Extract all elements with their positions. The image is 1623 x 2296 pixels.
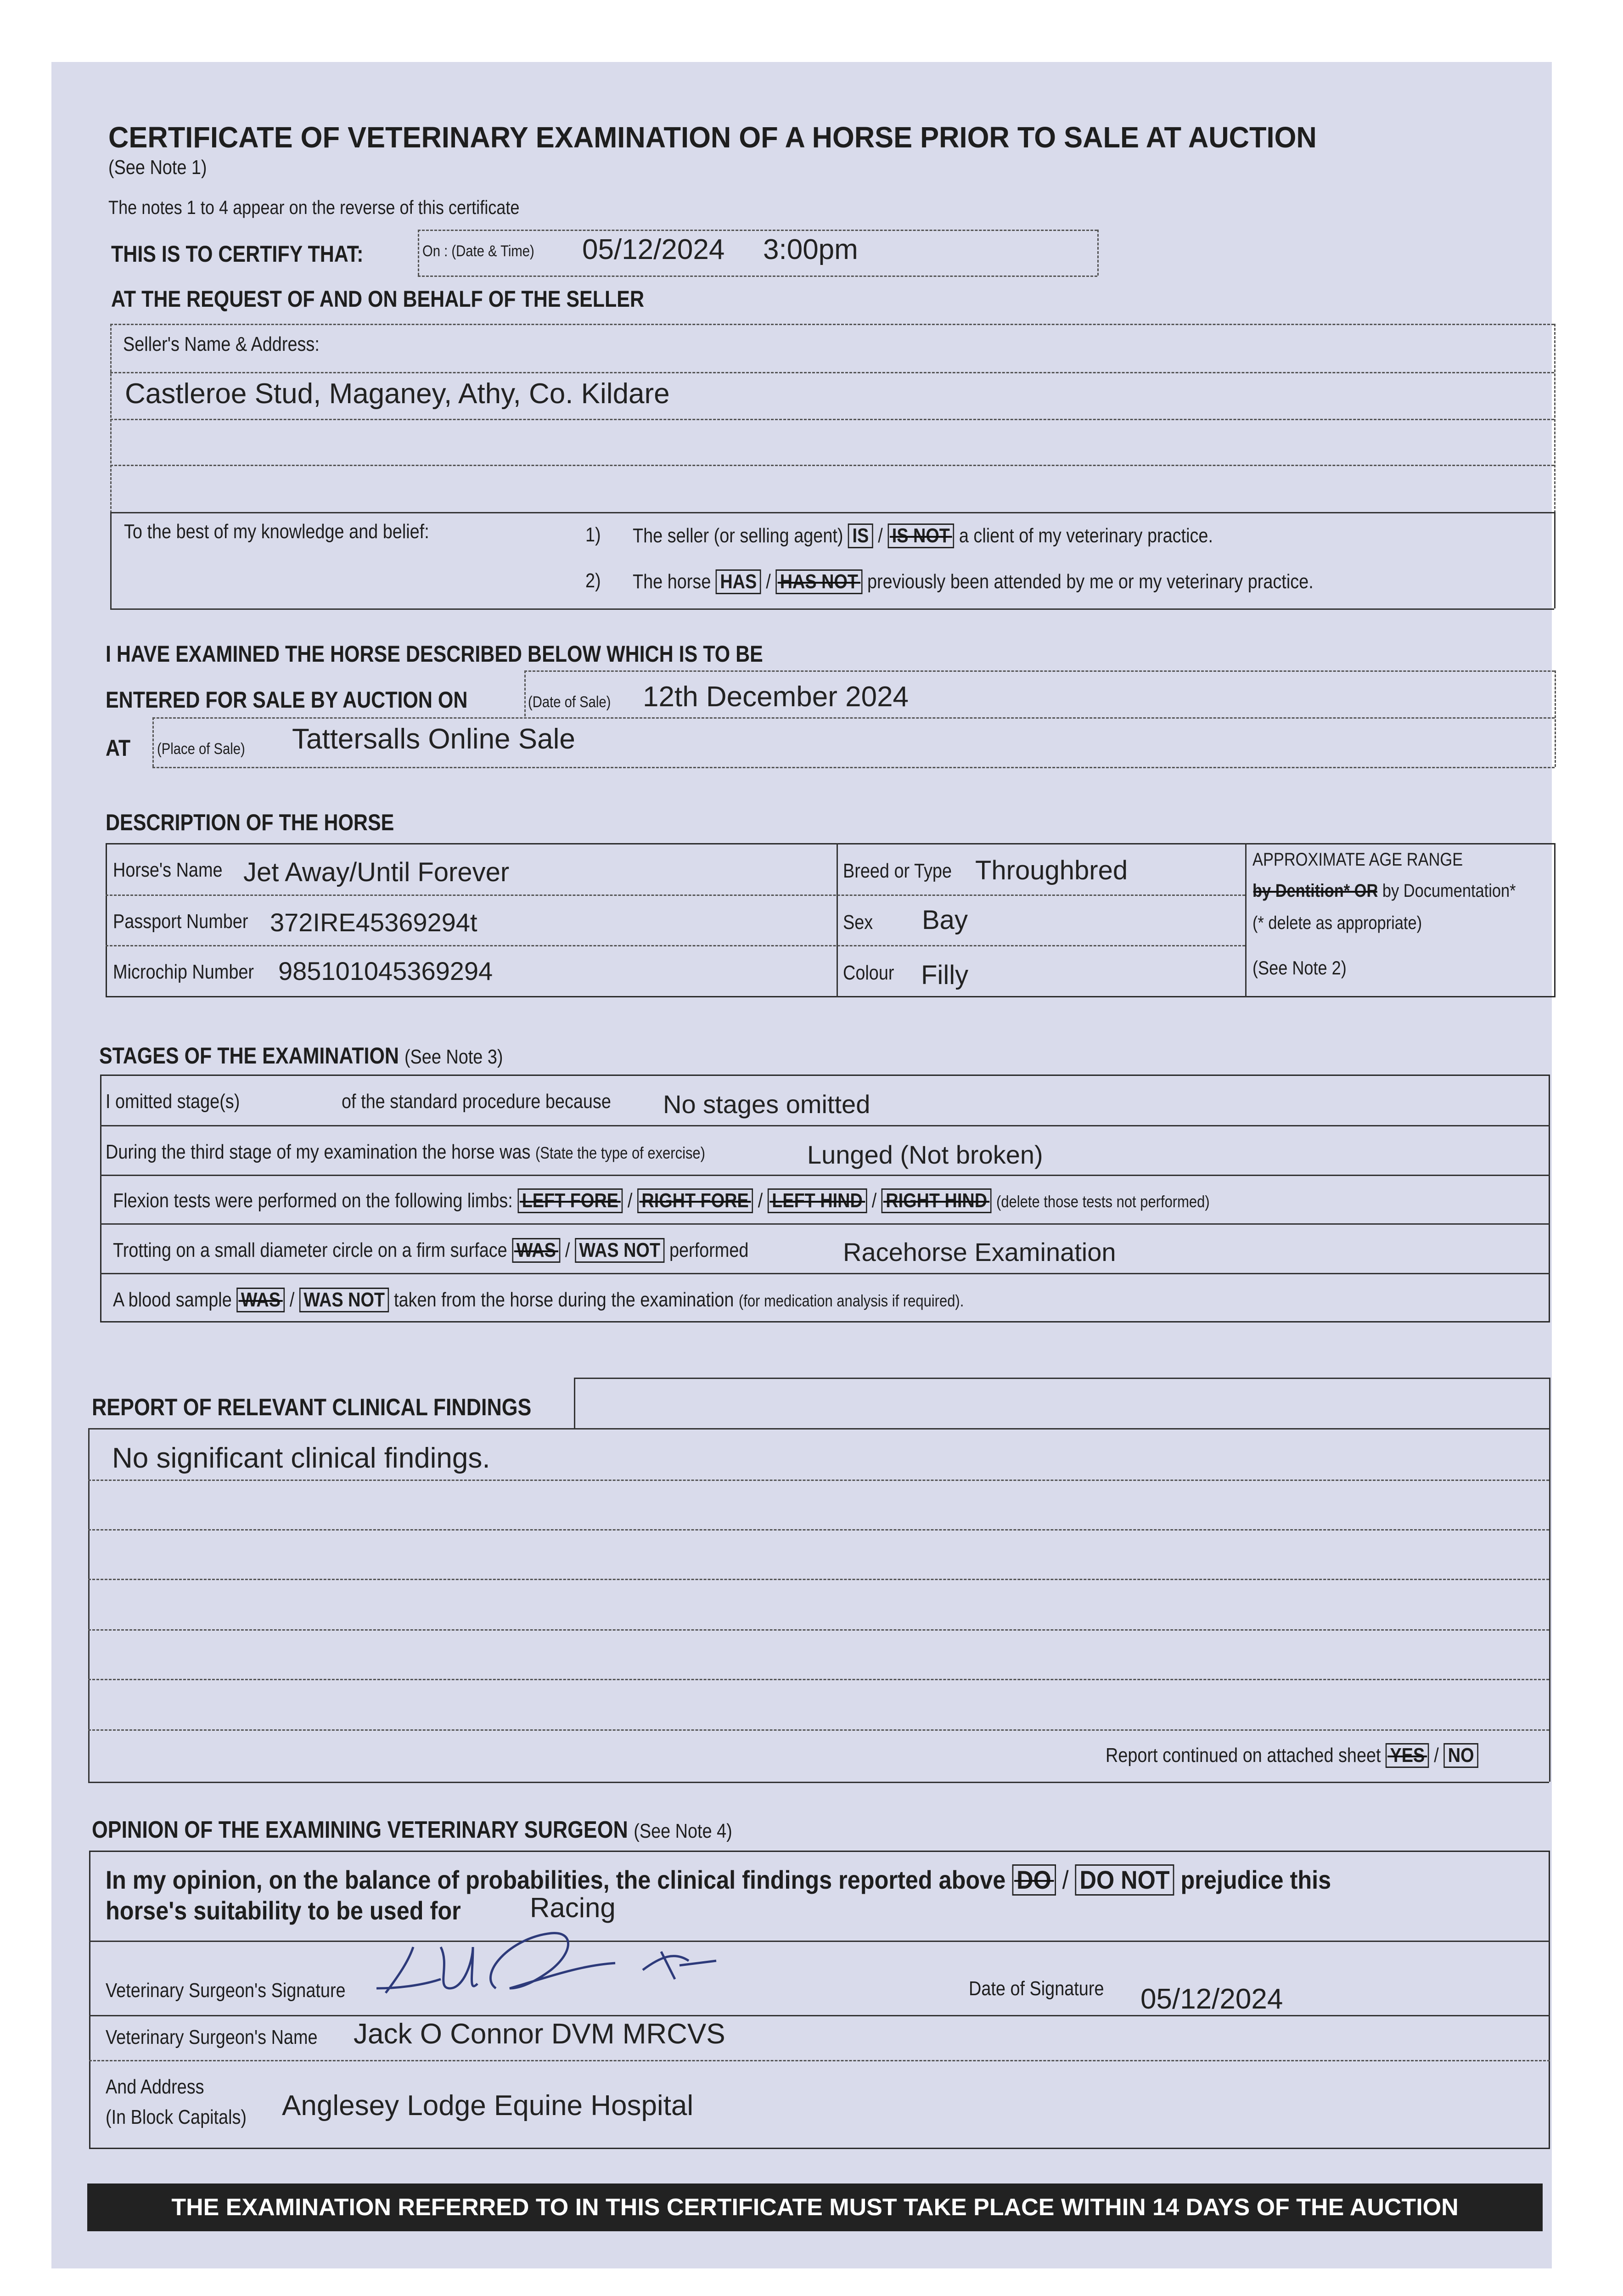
continued-no[interactable]: NO: [1443, 1743, 1478, 1768]
entered-label: ENTERED FOR SALE BY AUCTION ON: [106, 687, 468, 713]
blood-post: taken from the horse during the examination: [393, 1289, 734, 1311]
sex-label: Sex: [843, 911, 873, 934]
age-delete-note: (* delete as appropriate): [1252, 913, 1422, 933]
flexion-left-hind-struck[interactable]: LEFT HIND: [768, 1188, 867, 1213]
time-value[interactable]: 3:00pm: [763, 234, 858, 265]
microchip-label: Microchip Number: [113, 961, 254, 983]
option-has-not-struck[interactable]: HAS NOT: [775, 569, 862, 594]
opinion-heading-text: OPINION OF THE EXAMINING VETERINARY SURGEON: [92, 1817, 628, 1843]
omitted-value[interactable]: No stages omitted: [663, 1090, 870, 1119]
third-stage-hint: (State the type of exercise): [535, 1143, 705, 1162]
colour-label: Colour: [843, 962, 894, 984]
continued-yes-struck[interactable]: YES: [1386, 1743, 1429, 1768]
flexion-left-fore-struck[interactable]: LEFT FORE: [517, 1188, 623, 1213]
certify-label: THIS IS TO CERTIFY THAT:: [111, 241, 364, 267]
age-range-heading: APPROXIMATE AGE RANGE: [1252, 850, 1463, 870]
slash: /: [878, 524, 883, 547]
belief-item1-number: 1): [585, 523, 601, 546]
seller-address[interactable]: Castleroe Stud, Maganey, Athy, Co. Kildare: [125, 378, 670, 410]
trotting-was-struck[interactable]: WAS: [512, 1238, 560, 1263]
signature-label: Veterinary Surgeon's Signature: [106, 1979, 346, 2002]
address-label-a: And Address: [106, 2076, 204, 2098]
notes-text: The notes 1 to 4 appear on the reverse of this certificate: [108, 197, 520, 218]
flexion-hint: (delete those tests not performed): [996, 1192, 1210, 1211]
trotting-label: Trotting on a small diameter circle on a firm surface: [113, 1239, 507, 1261]
breed-label: Breed or Type: [843, 860, 952, 882]
sex-value[interactable]: Bay: [922, 905, 968, 935]
belief-item1-pre: The seller (or selling agent): [633, 524, 843, 547]
stages-heading-note: (See Note 3): [404, 1046, 503, 1068]
surgeon-address-value[interactable]: Anglesey Lodge Equine Hospital: [282, 2090, 694, 2122]
opinion-text-b: prejudice this: [1180, 1865, 1331, 1894]
on-label: On : (Date & Time): [422, 242, 534, 260]
omitted-label-b: of the standard procedure because: [342, 1090, 611, 1113]
stages-heading-text: STAGES OF THE EXAMINATION: [99, 1043, 399, 1069]
flexion-label: Flexion tests were performed on the following limbs:: [113, 1189, 513, 1212]
trotting-row: [113, 1238, 748, 1263]
age-by-dentition-struck[interactable]: by Dentition* OR: [1252, 881, 1378, 901]
seller-label: Seller's Name & Address:: [123, 333, 320, 355]
opinion-heading-note: (See Note 4): [634, 1820, 732, 1842]
date-of-sale-value[interactable]: 12th December 2024: [643, 681, 909, 713]
surgeon-name-label: Veterinary Surgeon's Name: [106, 2026, 318, 2048]
slash: /: [289, 1289, 295, 1311]
blood-hint: (for medication analysis if required).: [738, 1291, 964, 1310]
third-stage-value[interactable]: Lunged (Not broken): [807, 1140, 1043, 1169]
opinion-line-1: [106, 1864, 1331, 1896]
belief-item1-post: a client of my veterinary practice.: [959, 524, 1213, 547]
surgeon-name-value[interactable]: Jack O Connor DVM MRCVS: [354, 2018, 725, 2050]
at-label: AT: [106, 735, 131, 761]
findings-continued: [1106, 1743, 1478, 1768]
opinion-text-c: horse's suitability to be used for: [106, 1896, 461, 1925]
third-stage-text: During the third stage of my examination the horse was: [106, 1141, 531, 1163]
opinion-use-value[interactable]: Racing: [530, 1892, 616, 1923]
stages-heading: [99, 1042, 503, 1069]
passport-value[interactable]: 372IRE45369294t: [270, 908, 477, 937]
flexion-right-hind-struck[interactable]: RIGHT HIND: [882, 1188, 992, 1213]
opinion-do-struck[interactable]: DO: [1012, 1864, 1056, 1896]
belief-item1: [633, 523, 1213, 548]
belief-item2-pre: The horse: [633, 570, 711, 593]
slash: /: [1434, 1744, 1439, 1767]
belief-item2: [633, 569, 1314, 594]
microchip-value[interactable]: 985101045369294: [278, 957, 493, 985]
date-of-signature-label: Date of Signature: [969, 1977, 1104, 2000]
certificate-title: CERTIFICATE OF VETERINARY EXAMINATION OF A HORSE PRIOR TO SALE AT AUCTION: [108, 121, 1317, 154]
trotting-post: performed: [669, 1239, 749, 1261]
age-by-documentation[interactable]: by Documentation*: [1382, 881, 1516, 901]
place-of-sale-label: (Place of Sale): [157, 740, 245, 758]
age-see-note: (See Note 2): [1252, 957, 1347, 979]
request-label: AT THE REQUEST OF AND ON BEHALF OF THE SELLER: [111, 286, 644, 312]
slash: /: [565, 1239, 570, 1261]
flexion-right-fore-struck[interactable]: RIGHT FORE: [637, 1188, 753, 1213]
trotting-was-not[interactable]: WAS NOT: [575, 1238, 665, 1263]
breed-value[interactable]: Throughbred: [975, 855, 1128, 885]
opinion-text-a: In my opinion, on the balance of probabilities, the clinical findings reported above: [106, 1865, 1006, 1894]
opinion-do-not[interactable]: DO NOT: [1075, 1864, 1174, 1896]
footer-notice: THE EXAMINATION REFERRED TO IN THIS CERTIFICATE MUST TAKE PLACE WITHIN 14 DAYS OF THE AUCTION: [87, 2183, 1543, 2231]
option-is-not-struck[interactable]: IS NOT: [887, 523, 954, 548]
slash: /: [627, 1189, 633, 1212]
horse-name-value[interactable]: Jet Away/Until Forever: [243, 857, 510, 887]
slash: /: [1062, 1865, 1069, 1894]
blood-label: A blood sample: [113, 1289, 232, 1311]
slash: /: [758, 1189, 763, 1212]
option-is[interactable]: IS: [848, 523, 873, 548]
date-of-sale-label: (Date of Sale): [528, 693, 611, 711]
findings-text[interactable]: No significant clinical findings.: [112, 1442, 490, 1474]
continued-label: Report continued on attached sheet: [1106, 1744, 1381, 1767]
option-has[interactable]: HAS: [716, 569, 761, 594]
blood-row: [113, 1288, 964, 1312]
passport-label: Passport Number: [113, 910, 248, 933]
date-time-value[interactable]: 05/12/2024: [582, 234, 725, 265]
see-note-1: (See Note 1): [108, 156, 207, 179]
omitted-label-a: I omitted stage(s): [106, 1090, 240, 1113]
description-heading: DESCRIPTION OF THE HORSE: [106, 810, 394, 835]
findings-heading: REPORT OF RELEVANT CLINICAL FINDINGS: [92, 1394, 532, 1421]
third-stage-label: [106, 1141, 705, 1164]
belief-item2-number: 2): [585, 569, 601, 592]
slash: /: [766, 570, 771, 593]
belief-item2-post: previously been attended by me or my veterinary practice.: [867, 570, 1314, 593]
surgeon-signature: [358, 1919, 735, 2011]
horse-name-label: Horse's Name: [113, 859, 223, 881]
blood-was-struck[interactable]: WAS: [236, 1288, 285, 1312]
colour-value[interactable]: Filly: [921, 960, 969, 990]
trotting-value[interactable]: Racehorse Examination: [843, 1238, 1116, 1266]
flexion-row: [113, 1188, 1210, 1213]
address-label-b: (In Block Capitals): [106, 2106, 247, 2128]
opinion-heading: [92, 1816, 732, 1844]
age-range-options: [1252, 881, 1516, 901]
belief-label: To the best of my knowledge and belief:: [124, 520, 429, 543]
date-of-signature-value[interactable]: 05/12/2024: [1140, 1983, 1283, 2015]
blood-was-not[interactable]: WAS NOT: [299, 1288, 389, 1312]
examined-label: I HAVE EXAMINED THE HORSE DESCRIBED BELOW WHICH IS TO BE: [106, 641, 763, 667]
slash: /: [871, 1189, 877, 1212]
place-of-sale-value[interactable]: Tattersalls Online Sale: [292, 723, 575, 755]
